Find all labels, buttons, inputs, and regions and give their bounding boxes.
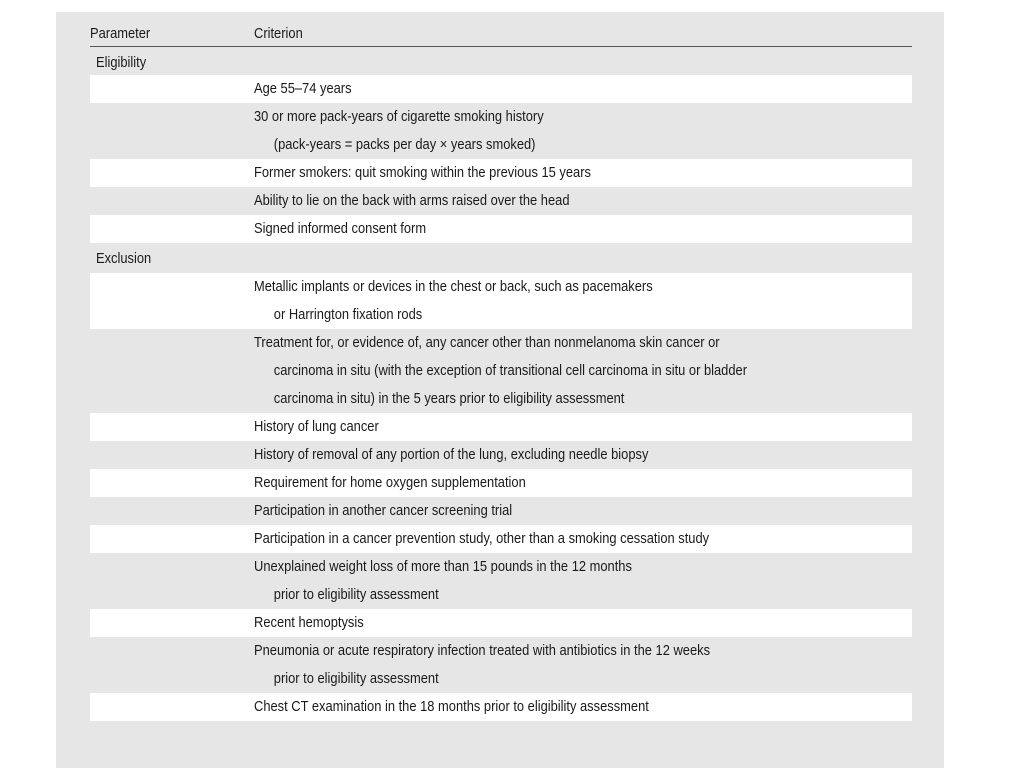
criterion-row bbox=[90, 159, 912, 187]
criterion-text: History of lung cancer bbox=[254, 418, 379, 435]
header-parameter: Parameter bbox=[90, 25, 151, 42]
header-criterion: Criterion bbox=[254, 25, 303, 42]
criterion-row bbox=[90, 441, 912, 469]
criterion-text: Chest CT examination in the 18 months prior to eligibility assessment bbox=[254, 698, 649, 715]
criterion-row bbox=[90, 187, 912, 215]
criterion-continuation: prior to eligibility assessment bbox=[273, 586, 439, 603]
criterion-row bbox=[90, 553, 912, 609]
eligibility-section bbox=[90, 47, 912, 75]
criterion-row bbox=[90, 75, 912, 103]
eligibility-rows bbox=[90, 75, 912, 243]
criterion-text: 30 or more pack-years of cigarette smoking history bbox=[254, 108, 544, 125]
criterion-text: Age 55–74 years bbox=[254, 80, 352, 97]
criterion-row bbox=[90, 329, 912, 413]
criterion-row bbox=[90, 637, 912, 693]
criterion-text: Participation in another cancer screening trial bbox=[254, 502, 513, 519]
criterion-text: Metallic implants or devices in the chest or back, such as pacemakers bbox=[254, 278, 653, 295]
criterion-text: Recent hemoptysis bbox=[254, 614, 364, 631]
criterion-text: History of removal of any portion of the lung, excluding needle biopsy bbox=[254, 446, 649, 463]
criterion-row bbox=[90, 469, 912, 497]
criterion-continuation: carcinoma in situ (with the exception of transitional cell carcinoma in situ or bladder bbox=[273, 362, 748, 379]
table-header bbox=[90, 12, 912, 47]
criterion-row bbox=[90, 525, 912, 553]
criterion-continuation: prior to eligibility assessment bbox=[273, 670, 439, 687]
criterion-continuation: or Harrington fixation rods bbox=[273, 306, 423, 323]
criterion-continuation: carcinoma in situ) in the 5 years prior to eligibility assessment bbox=[273, 390, 625, 407]
criterion-text: Signed informed consent form bbox=[254, 220, 427, 237]
section-title-eligibility: Eligibility bbox=[96, 54, 147, 71]
criterion-text: Treatment for, or evidence of, any cancer other than nonmelanoma skin cancer or bbox=[254, 334, 720, 351]
criterion-row bbox=[90, 273, 912, 329]
criterion-row bbox=[90, 693, 912, 721]
criterion-text: Pneumonia or acute respiratory infection treated with antibiotics in the 12 weeks bbox=[254, 642, 711, 659]
criterion-row bbox=[90, 609, 912, 637]
section-title-exclusion: Exclusion bbox=[96, 250, 152, 267]
exclusion-section bbox=[90, 243, 912, 273]
criterion-text: Ability to lie on the back with arms raised over the head bbox=[254, 192, 570, 209]
exclusion-rows bbox=[90, 273, 912, 721]
criteria-table bbox=[90, 12, 912, 721]
criterion-text: Former smokers: quit smoking within the previous 15 years bbox=[254, 164, 591, 181]
criterion-text: Unexplained weight loss of more than 15 pounds in the 12 months bbox=[254, 558, 632, 575]
criterion-row bbox=[90, 215, 912, 243]
criterion-row bbox=[90, 103, 912, 159]
criterion-continuation: (pack-years = packs per day × years smoked) bbox=[273, 136, 536, 153]
criterion-text: Requirement for home oxygen supplementation bbox=[254, 474, 526, 491]
criterion-text: Participation in a cancer prevention study, other than a smoking cessation study bbox=[254, 530, 710, 547]
criteria-panel bbox=[56, 12, 944, 768]
criterion-row bbox=[90, 413, 912, 441]
criterion-row bbox=[90, 497, 912, 525]
